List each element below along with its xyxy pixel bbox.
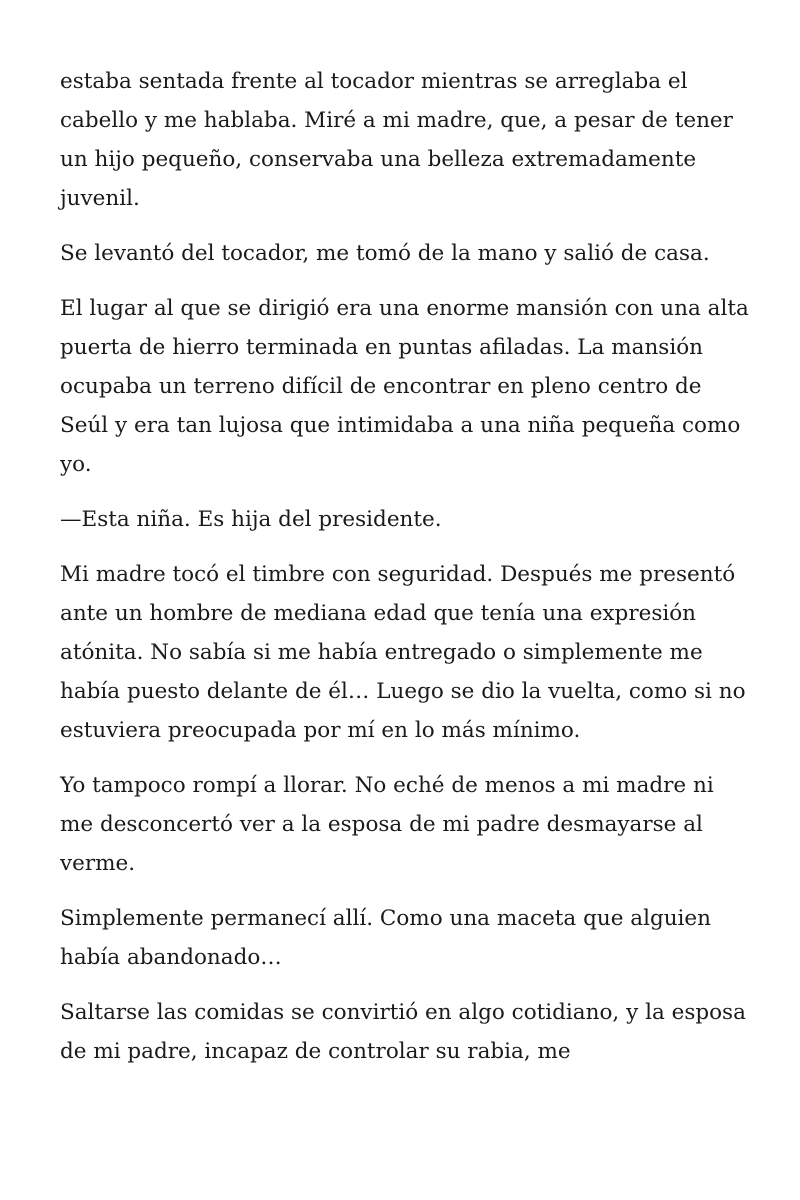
paragraph: Saltarse las comidas se convirtió en algo cotidiano, y la esposa de mi padre, incapaz de controlar su rabia, me — [60, 1000, 746, 1064]
paragraph: —Esta niña. Es hija del presidente. — [60, 507, 442, 532]
paragraph: Yo tampoco rompí a llorar. No eché de menos a mi madre ni me desconcertó ver a la esposa de mi padre desmayarse al verme. — [60, 773, 714, 876]
paragraph: El lugar al que se dirigió era una enorme mansión con una alta puerta de hierro terminada en puntas afiladas. La mansión ocupaba un terreno difícil de encontrar en pleno centro de Seúl y era tan lujosa que intimidaba a una niña pequeña como yo. — [60, 296, 749, 477]
paragraph: estaba sentada frente al tocador mientras se arreglaba el cabello y me hablaba. Miré a mi madre, que, a pesar de tener un hijo pequeño, conservaba una belleza extremadamente juvenil. — [60, 69, 733, 211]
paragraph: Mi madre tocó el timbre con seguridad. Después me presentó ante un hombre de mediana edad que tenía una expresión atónita. No sabía si me había entregado o simplemente me había puesto delante de él… Luego se dio la vuelta, como si no estuviera preocupada por mí en lo más mínimo. — [60, 562, 746, 743]
reading-page — [60, 62, 750, 1087]
paragraph: Simplemente permanecí allí. Como una maceta que alguien había abandonado… — [60, 906, 712, 970]
paragraph: Se levantó del tocador, me tomó de la mano y salió de casa. — [60, 241, 710, 266]
